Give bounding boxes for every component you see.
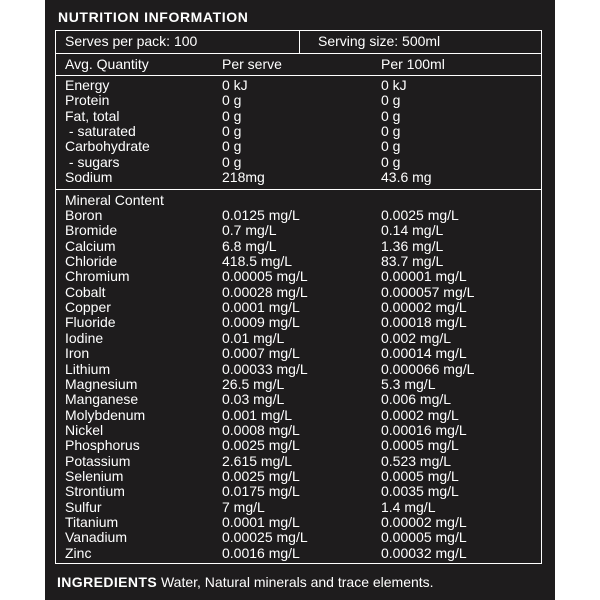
row-per-100ml: 0.00002 mg/L — [381, 299, 467, 316]
row-per-100ml: 0.0005 mg/L — [381, 437, 459, 454]
table-row — [56, 469, 541, 484]
row-per-100ml: 0.00016 mg/L — [381, 421, 467, 438]
row-per-100ml: 0.00005 mg/L — [381, 529, 467, 546]
row-label: Fluoride — [65, 314, 116, 331]
row-per-serve: 0.0125 mg/L — [222, 207, 300, 223]
row-per-100ml: 0.00002 mg/L — [381, 514, 467, 530]
row-per-100ml: 0.006 mg/L — [381, 391, 452, 408]
table-row — [56, 269, 541, 284]
row-per-100ml: 0.00001 mg/L — [381, 268, 467, 285]
row-per-serve: 218mg — [222, 168, 265, 185]
row-per-serve: 2.615 mg/L — [222, 452, 293, 469]
row-per-serve: 26.5 mg/L — [222, 375, 285, 392]
table-row — [56, 546, 541, 561]
table-row — [56, 377, 541, 392]
row-label: Cobalt — [65, 283, 106, 300]
row-label: Fat, total — [65, 107, 120, 124]
row-per-serve: 0.0008 mg/L — [222, 421, 300, 438]
row-per-serve: 0.0175 mg/L — [222, 483, 300, 500]
row-per-100ml: 0.00018 mg/L — [381, 314, 467, 331]
row-label: Titanium — [65, 514, 119, 530]
row-per-serve: 6.8 mg/L — [222, 237, 277, 254]
section-divider — [56, 189, 541, 190]
row-label: Energy — [65, 77, 110, 93]
table-row — [56, 208, 541, 223]
header-avg-quantity: Avg. Quantity — [65, 56, 149, 72]
ingredients-text: Water, Natural minerals and trace elements. — [157, 574, 434, 590]
row-per-100ml: 5.3 mg/L — [381, 375, 436, 392]
row-label: Potassium — [65, 452, 131, 469]
row-label: - sugars — [65, 153, 120, 170]
row-per-serve: 0.001 mg/L — [222, 406, 293, 423]
row-per-serve: 0.0001 mg/L — [222, 299, 300, 316]
header-per-100ml: Per 100ml — [381, 56, 445, 72]
table-row — [56, 124, 541, 139]
row-label: Boron — [65, 207, 103, 223]
row-label: Phosphorus — [65, 437, 140, 454]
row-label: - saturated — [65, 122, 136, 139]
row-label: Lithium — [65, 360, 111, 377]
row-per-100ml: 0.0025 mg/L — [381, 207, 459, 223]
table-row — [56, 500, 541, 515]
table-row — [56, 346, 541, 361]
nutrition-panel — [45, 0, 555, 600]
table-row — [56, 484, 541, 499]
row-per-serve: 0 g — [222, 122, 242, 139]
serving-divider — [299, 31, 300, 53]
row-per-serve: 418.5 mg/L — [222, 253, 293, 270]
row-per-100ml: 0.0005 mg/L — [381, 467, 459, 484]
row-per-serve: 0.0007 mg/L — [222, 345, 300, 362]
row-label: Strontium — [65, 483, 125, 500]
row-per-100ml: 0 kJ — [381, 77, 407, 93]
row-per-serve: 0.0009 mg/L — [222, 314, 300, 331]
serves-per-pack: Serves per pack: 100 — [65, 33, 198, 49]
row-per-100ml: 0 g — [381, 153, 401, 170]
row-per-100ml: 43.6 mg — [381, 168, 432, 185]
row-label: Chloride — [65, 253, 118, 270]
row-label: Calcium — [65, 237, 116, 254]
table-row — [56, 78, 541, 93]
table-row — [56, 438, 541, 453]
serving-info-box — [55, 30, 542, 54]
row-per-100ml: 83.7 mg/L — [381, 253, 444, 270]
table-row — [56, 362, 541, 377]
table-row — [56, 408, 541, 423]
table-row — [56, 254, 541, 269]
row-per-serve: 0 g — [222, 153, 242, 170]
row-label: Nickel — [65, 421, 104, 438]
row-label: Bromide — [65, 222, 118, 239]
row-per-serve: 0.7 mg/L — [222, 222, 277, 239]
table-row — [56, 315, 541, 330]
row-per-serve: 7 mg/L — [222, 498, 265, 515]
row-label: Sodium — [65, 168, 113, 185]
header-divider — [56, 75, 541, 76]
row-label: Protein — [65, 92, 110, 109]
table-row — [56, 223, 541, 238]
table-row — [56, 331, 541, 346]
ingredients-line — [57, 574, 434, 590]
mineral-heading-row — [56, 193, 541, 208]
nutrition-table — [55, 53, 542, 564]
row-per-serve: 0 g — [222, 107, 242, 124]
row-label: Iron — [65, 345, 90, 362]
row-label: Iodine — [65, 329, 104, 346]
row-label: Copper — [65, 299, 111, 316]
row-per-100ml: 0 g — [381, 122, 401, 139]
row-per-100ml: 0.00032 mg/L — [381, 544, 467, 561]
row-label: Zinc — [65, 544, 92, 561]
row-per-serve: 0.00025 mg/L — [222, 529, 308, 546]
row-per-100ml: 0.000066 mg/L — [381, 360, 475, 377]
row-per-100ml: 0.0035 mg/L — [381, 483, 459, 500]
ingredients-label: INGREDIENTS — [57, 574, 158, 590]
row-per-serve: 0 kJ — [222, 77, 248, 93]
table-row — [56, 170, 541, 185]
row-per-100ml: 0 g — [381, 107, 401, 124]
table-row — [56, 515, 541, 530]
row-per-100ml: 1.36 mg/L — [381, 237, 444, 254]
table-row — [56, 139, 541, 154]
table-row — [56, 423, 541, 438]
row-per-serve: 0.0025 mg/L — [222, 437, 300, 454]
row-per-100ml: 0.000057 mg/L — [381, 283, 475, 300]
nutrition-title: NUTRITION INFORMATION — [58, 9, 249, 25]
row-label: Magnesium — [65, 375, 138, 392]
table-header-row — [56, 57, 541, 72]
row-label: Carbohydrate — [65, 138, 150, 155]
table-row — [56, 155, 541, 170]
table-row — [56, 300, 541, 315]
row-per-100ml: 0.002 mg/L — [381, 329, 452, 346]
row-per-100ml: 0 g — [381, 138, 401, 155]
row-per-100ml: 0.00014 mg/L — [381, 345, 467, 362]
row-per-serve: 0.00033 mg/L — [222, 360, 308, 377]
table-row — [56, 530, 541, 545]
row-per-serve: 0.0016 mg/L — [222, 544, 300, 561]
row-label: Molybdenum — [65, 406, 146, 423]
table-row — [56, 239, 541, 254]
row-per-serve: 0.0025 mg/L — [222, 467, 300, 484]
row-per-100ml: 0.14 mg/L — [381, 222, 444, 239]
row-per-serve: 0.00028 mg/L — [222, 283, 308, 300]
row-label: Sulfur — [65, 498, 102, 515]
table-row — [56, 392, 541, 407]
row-per-100ml: 0.523 mg/L — [381, 452, 452, 469]
row-per-serve: 0 g — [222, 138, 242, 155]
row-per-serve: 0.0001 mg/L — [222, 514, 300, 530]
table-row — [56, 285, 541, 300]
row-label: Selenium — [65, 467, 124, 484]
row-per-100ml: 1.4 mg/L — [381, 498, 436, 515]
row-label: Vanadium — [65, 529, 128, 546]
serving-size: Serving size: 500ml — [318, 33, 441, 49]
row-label: Manganese — [65, 391, 139, 408]
row-per-100ml: 0 g — [381, 92, 401, 109]
table-row — [56, 454, 541, 469]
row-label: Chromium — [65, 268, 130, 285]
table-row — [56, 109, 541, 124]
header-per-serve: Per serve — [222, 56, 282, 72]
row-per-serve: 0.01 mg/L — [222, 329, 285, 346]
row-per-serve: 0.03 mg/L — [222, 391, 285, 408]
row-per-100ml: 0.0002 mg/L — [381, 406, 459, 423]
row-per-serve: 0.00005 mg/L — [222, 268, 308, 285]
table-row — [56, 93, 541, 108]
row-per-serve: 0 g — [222, 92, 242, 109]
mineral-heading: Mineral Content — [65, 192, 164, 208]
